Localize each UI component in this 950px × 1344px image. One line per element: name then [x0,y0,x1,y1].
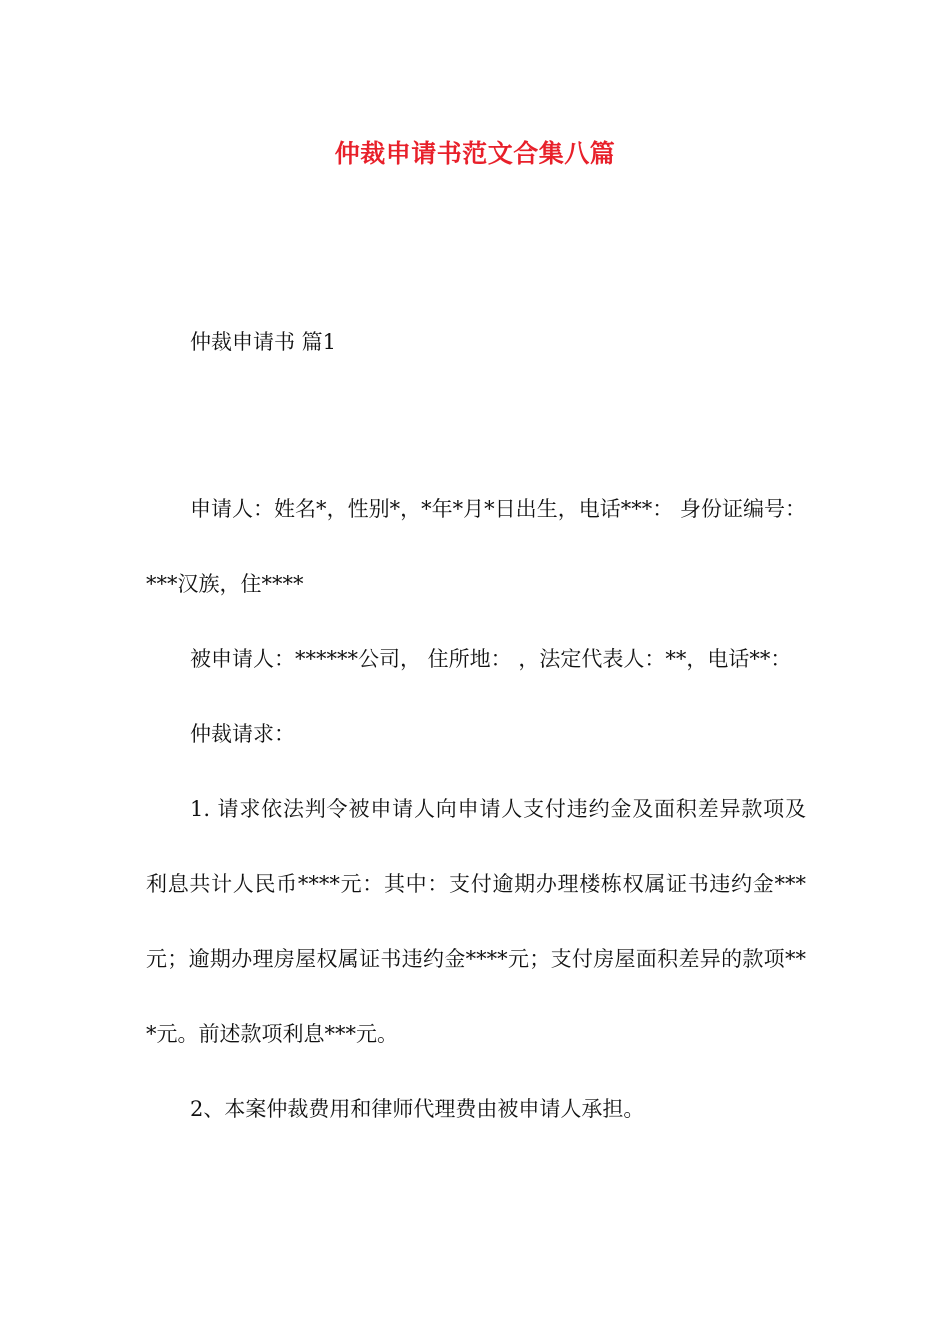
paragraph-claim-1: 1. 请求依法判令被申请人向申请人支付违约金及面积差异款项及 利息共计人民币****元：其中：支付逾期办理楼栋权属证书违约金***元；逾期办理房屋权属证书违约金****元；支付房屋面积差异的款项***元。前述款项利息***元。 [146,797,806,1046]
paragraph-respondent: 被申请人：******公司， 住所地： ，法定代表人：**，电话**： [190,647,792,671]
document-body [146,472,806,1147]
section-heading: 仲裁申请书 篇1 [190,330,337,354]
paragraph-applicant: 申请人：姓名*，性别*，*年*月*日出生，电话***： 身份证编号：***汉族，住**** [146,497,806,596]
paragraph-claims-heading: 仲裁请求： [190,722,295,746]
document-title: 仲裁申请书范文合集八篇 [334,139,616,168]
paragraph-claim-2: 2、本案仲裁费用和律师代理费由被申请人承担。 [190,1097,645,1121]
